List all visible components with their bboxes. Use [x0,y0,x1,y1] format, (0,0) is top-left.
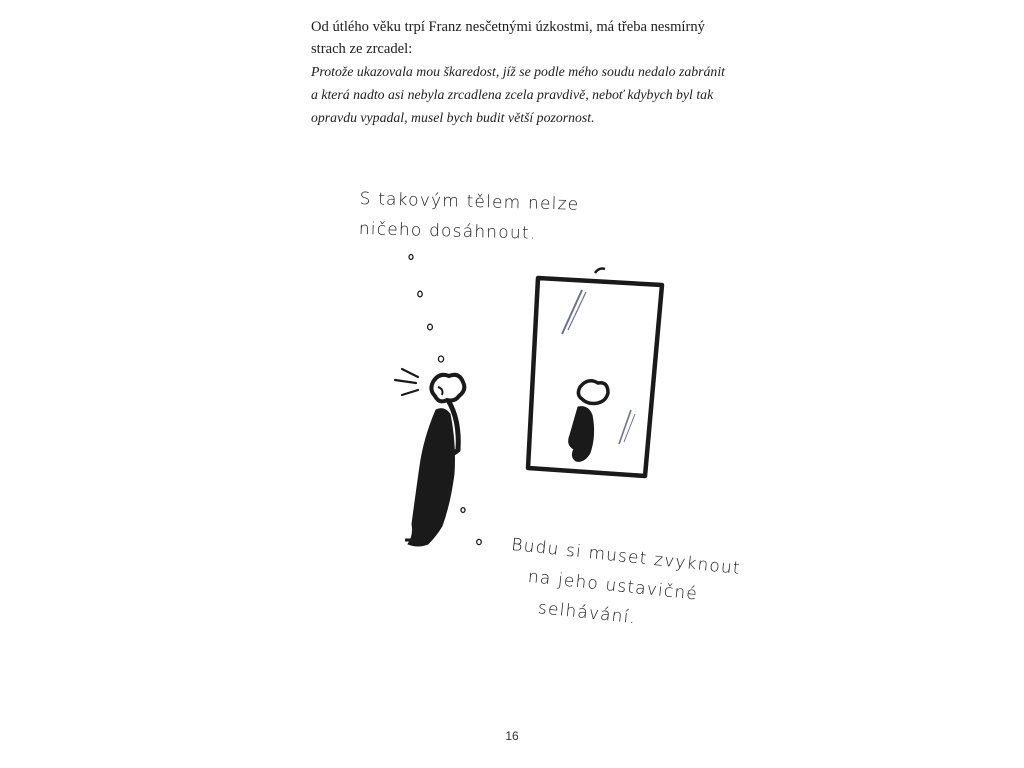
intro-sentence: Od útlého věku trpí Franz nesčetnými úzkostmi, má třeba nesmírný strach ze zrcadel: [311,19,705,57]
thought-text-top: S takovým tělem nelze ničeho dosáhnout. [358,188,580,244]
thought-bubbles-top [409,255,444,363]
kafka-quote: Protože ukazovala mou škaredost, jíž se podle mého soudu nedalo zabránit a která nadto asi nebyla zrcadlena zcela pravdivě, neboť kdybych byl tak opravdu vypadal, musel bych budit větší pozornost. [311,64,726,125]
thought-bubbles-bottom [447,484,481,545]
mirror [528,269,662,477]
thought-text-bottom: Budu si muset zvyknout na jeho ustavičné selhávání. [504,534,742,629]
mirror-illustration [340,170,720,650]
page-number: 16 [505,729,519,743]
worry-lines [395,369,418,395]
intro-text [311,16,731,129]
franz-figure [405,375,464,546]
